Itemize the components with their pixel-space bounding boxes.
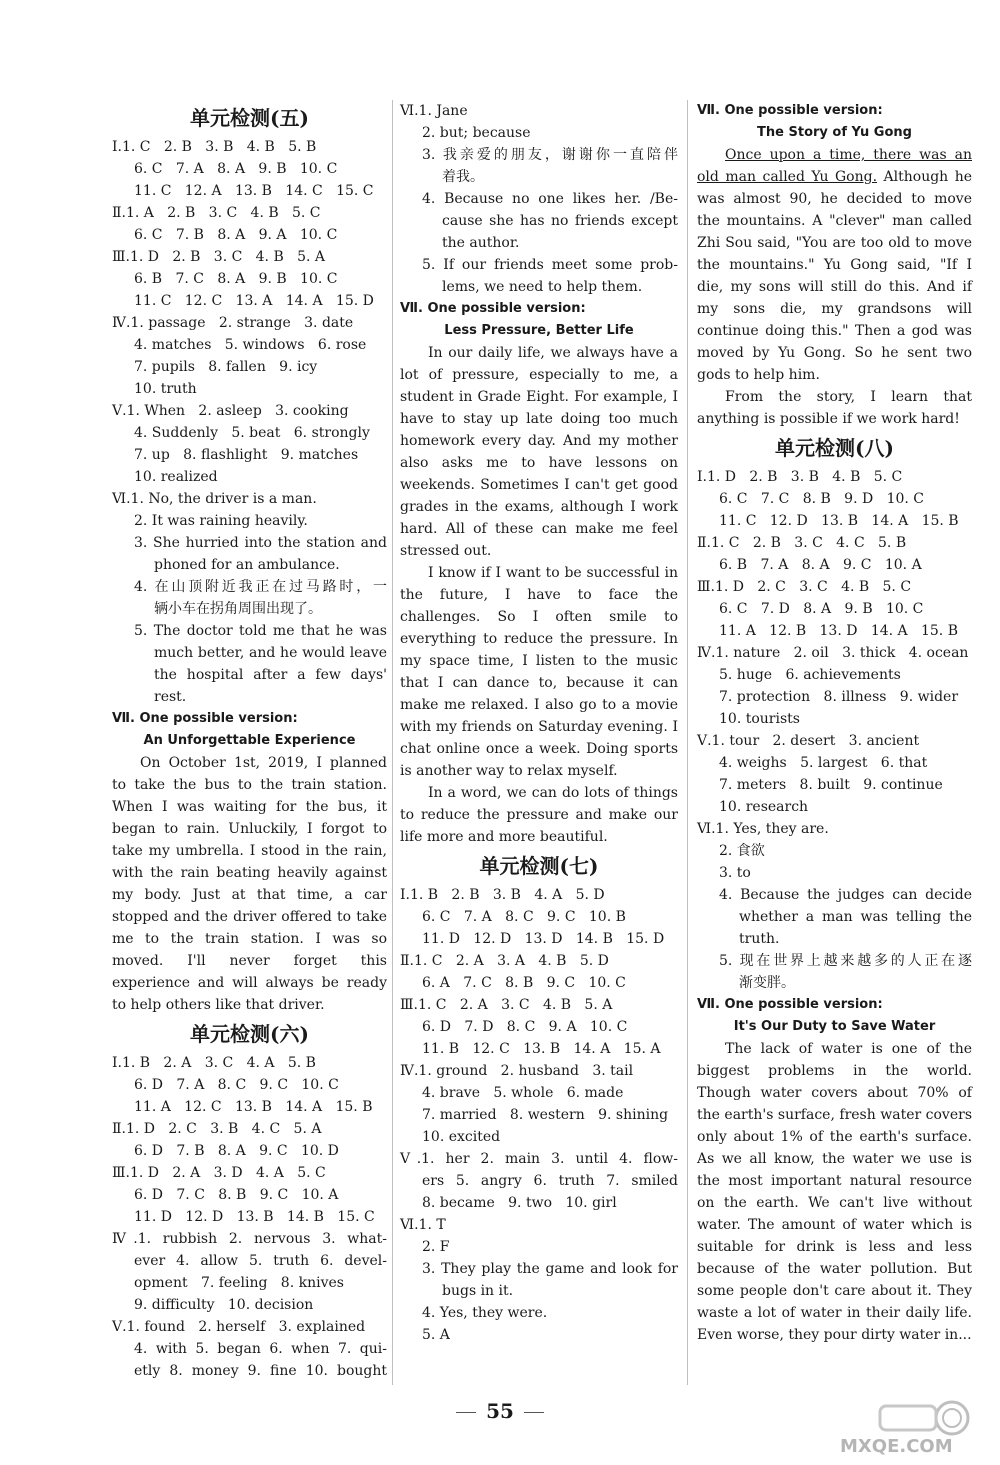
answer-line: Ⅲ.1. D 2. A 3. D 4. A 5. C xyxy=(112,1165,326,1181)
answer-line: bugs in it. xyxy=(442,1283,514,1299)
writing-task-heading: Ⅶ. One possible version: xyxy=(112,711,298,726)
answer-line: 4. Because the judges can decide xyxy=(719,887,972,903)
answer-line: Ⅳ.1. nature 2. oil 3. thick 4. ocean xyxy=(697,645,969,661)
answer-line: Ⅵ.1. No, the driver is a man. xyxy=(112,491,317,507)
answer-line: Ⅵ.1. T xyxy=(400,1217,446,1233)
answer-line: rest. xyxy=(154,689,187,705)
answer-line: 4. weighs 5. largest 6. that xyxy=(719,755,928,771)
page-number-dash-left xyxy=(456,1412,476,1413)
answer-line: ever 4. allow 5. truth 6. devel- xyxy=(134,1253,387,1269)
answer-line: 11. C 12. D 13. B 14. A 15. B xyxy=(719,513,959,529)
column-divider-left xyxy=(392,100,393,1385)
answer-line: 5. The doctor told me that he was xyxy=(134,623,387,639)
answer-line: 3. They play the game and look for xyxy=(422,1261,678,1277)
essay-paragraph xyxy=(697,144,972,386)
answer-line: Ⅰ.1. B 2. B 3. B 4. A 5. D xyxy=(400,887,605,903)
answer-line: 11. D 12. D 13. D 14. B 15. D xyxy=(422,931,665,947)
paragraph-text: In our daily life, we always have a lot of pressure, especially to me, a student in Grade Eight. For example, I have to stay up late doing too much homework every day. And my mother also asks me to have lessons on weekends. Sometimes I can't get good grades in the exams, although I work hard. All of these can make me feel stressed out. xyxy=(400,345,678,559)
answer-line: 7. meters 8. built 9. continue xyxy=(719,777,943,793)
answer-line: 10. truth xyxy=(134,381,197,397)
answer-line: 4. brave 5. whole 6. made xyxy=(422,1085,624,1101)
writing-task-heading: Ⅶ. One possible version: xyxy=(400,301,586,316)
answer-line: 5. A xyxy=(422,1327,450,1343)
answer-line: 渐变胖。 xyxy=(739,975,795,991)
answer-line: 8. became 9. two 10. girl xyxy=(422,1195,617,1211)
section-title: 单元检测(八) xyxy=(775,436,894,460)
answer-line: Ⅰ.1. B 2. A 3. C 4. A 5. B xyxy=(112,1055,316,1071)
answer-line: 4. with 5. began 6. when 7. qui- xyxy=(134,1341,387,1357)
paragraph-text: On October 1st, 2019, I planned to take the bus to the train station. When I was waiting for the bus, it began to rain. Unluckily, I forgot to take my umbrella. I stood in the rain, with the rain beating heavily against my body. Just at that time, a car stopped and the driver offered to take me to the train station. I was so moved. I'll never forget this experience and will always be ready to help others like that driver. xyxy=(112,755,387,1013)
paragraph-text: I know if I want to be successful in the future, I have to face the challenges. So I often smile to everything to reduce the pressure. In my space time, I listen to the music that I can dance to, because it can make me relaxed. I also go to a movie with my friends on Saturday evening. I chat online once a week. Doing sports is another way to relax myself. xyxy=(400,565,678,779)
answer-line: 6. B 7. A 8. A 9. C 10. A xyxy=(719,557,922,573)
essay-paragraph xyxy=(400,782,678,848)
essay-paragraph xyxy=(400,562,678,782)
answer-line: Ⅴ.1. found 2. herself 3. explained xyxy=(112,1319,366,1335)
answer-line: 2. 食欲 xyxy=(719,843,765,859)
answer-line: Ⅲ.1. C 2. A 3. C 4. B 5. A xyxy=(400,997,613,1013)
essay-paragraph xyxy=(697,386,972,430)
answer-line: 3. to xyxy=(719,865,751,881)
section-title: 单元检测(六) xyxy=(190,1022,309,1046)
answer-line: 10. tourists xyxy=(719,711,800,727)
answer-line: cause she has no friends except xyxy=(442,213,678,229)
section-title: 单元检测(五) xyxy=(190,106,309,130)
answer-line: 4. matches 5. windows 6. rose xyxy=(134,337,367,353)
answer-line: 4. Yes, they were. xyxy=(422,1305,548,1321)
answer-line: Ⅱ.1. C 2. A 3. A 4. B 5. D xyxy=(400,953,609,969)
answer-line: Ⅰ.1. D 2. B 3. B 4. B 5. C xyxy=(697,469,903,485)
answer-line: Ⅳ.1. passage 2. strange 3. date xyxy=(112,315,354,331)
answer-column-left xyxy=(112,100,387,1382)
answer-line: 6. A 7. C 8. B 9. C 10. C xyxy=(422,975,626,991)
answer-line: 6. C 7. C 8. B 9. D 10. C xyxy=(719,491,924,507)
answer-line: 着我。 xyxy=(442,169,484,185)
answer-line: Ⅴ.1. her 2. main 3. until 4. flow- xyxy=(400,1151,678,1167)
underlined-phrase: Once upon a time, there was an old man called Yu Gong. xyxy=(697,147,972,185)
watermark-text: MXQE.COM xyxy=(840,1436,953,1457)
answer-line: Ⅰ.1. C 2. B 3. B 4. B 5. B xyxy=(112,139,317,155)
answer-line: 辆小车在拐角周围出现了。 xyxy=(154,601,322,617)
answer-line: Ⅵ.1. Yes, they are. xyxy=(697,821,829,837)
answer-line: 6. D 7. D 8. C 9. A 10. C xyxy=(422,1019,628,1035)
essay-title: It's Our Duty to Save Water xyxy=(733,1019,936,1034)
answer-line: 2. It was raining heavily. xyxy=(134,513,308,529)
answer-line: truth. xyxy=(739,931,780,947)
paragraph-text: From the story, I learn that anything is possible if we work hard! xyxy=(697,389,972,427)
answer-line: 7. pupils 8. fallen 9. icy xyxy=(134,359,318,375)
writing-task-heading: Ⅶ. One possible version: xyxy=(697,103,883,118)
essay-title: Less Pressure, Better Life xyxy=(444,323,634,338)
answer-line: 3. She hurried into the station and xyxy=(134,535,387,551)
answer-line: 6. C 7. D 8. A 9. B 10. C xyxy=(719,601,924,617)
answer-line: much better, and he would leave xyxy=(154,645,387,661)
answer-line: 5. huge 6. achievements xyxy=(719,667,901,683)
answer-line: 7. married 8. western 9. shining xyxy=(422,1107,669,1123)
paragraph-text: The lack of water is one of the biggest problems in the world. Though water covers about 70% of the earth's surface, fresh water covers only about 1% of the earth's surface. As we all know, the water we use is the most important natural resource on the earth. We can't live without water. The amount of water which is suitable for drink is less and less because of the water pollution. But some people don't care about it. They waste a lot of water in their daily life. Even worse, they pour dirty water in... xyxy=(697,1041,972,1343)
answer-line: 11. B 12. C 13. B 14. A 15. A xyxy=(422,1041,661,1057)
page-number-dash-right xyxy=(524,1412,544,1413)
answer-line: 11. C 12. A 13. B 14. C 15. C xyxy=(134,183,374,199)
paragraph-text: In a word, we can do lots of things to reduce the pressure and make our life more and more beautiful. xyxy=(400,785,678,845)
answer-line: Ⅴ.1. When 2. asleep 3. cooking xyxy=(112,403,349,419)
answer-line: Ⅲ.1. D 2. C 3. C 4. B 5. C xyxy=(697,579,912,595)
answer-line: 11. C 12. C 13. A 14. A 15. D xyxy=(134,293,374,309)
answer-line: Ⅲ.1. D 2. B 3. C 4. B 5. A xyxy=(112,249,326,265)
essay-title: An Unforgettable Experience xyxy=(143,733,356,748)
answer-line: the author. xyxy=(442,235,520,251)
answer-line: 4. Because no one likes her. /Be- xyxy=(422,191,678,207)
answer-line: 10. research xyxy=(719,799,809,815)
answer-line: 3. 我亲爱的朋友，谢谢你一直陪伴 xyxy=(422,147,678,163)
essay-paragraph xyxy=(400,342,678,562)
answer-line: ers 5. angry 6. truth 7. smiled xyxy=(422,1173,678,1189)
answer-line: etly 8. money 9. fine 10. bought xyxy=(134,1363,387,1379)
answer-line: Ⅴ.1. tour 2. desert 3. ancient xyxy=(697,733,920,749)
answer-line: lems, we need to help them. xyxy=(442,279,643,295)
answer-line: 2. but; because xyxy=(422,125,531,141)
answer-line: 7. protection 8. illness 9. wider xyxy=(719,689,959,705)
answer-line: whether a man was telling the xyxy=(739,909,972,925)
column-divider-right xyxy=(687,100,688,1385)
answer-line: 5. If our friends meet some prob- xyxy=(422,257,678,273)
answer-column-middle xyxy=(400,100,678,1346)
paragraph-text: Although he was almost 90, he decided to move the mountains. A "clever" man called Zhi Sou said, "You are too old to move the mountains." Yu Gong said, "If I die, my sons will still do this. And if my sons die, my grandsons will continue doing this." Then a god was moved by Yu Gong. So he sent two gods to help him. xyxy=(697,169,973,383)
answer-line: Ⅵ.1. Jane xyxy=(400,103,468,119)
answer-line: the hospital after a few days' xyxy=(154,667,387,683)
answer-line: Ⅳ.1. ground 2. husband 3. tail xyxy=(400,1063,634,1079)
answer-line: 4. Suddenly 5. beat 6. strongly xyxy=(134,425,370,441)
answer-line: 6. C 7. A 8. C 9. C 10. B xyxy=(422,909,626,925)
answer-line: Ⅱ.1. A 2. B 3. C 4. B 5. C xyxy=(112,205,321,221)
essay-title: The Story of Yu Gong xyxy=(757,125,912,140)
answer-line: Ⅱ.1. D 2. C 3. B 4. C 5. A xyxy=(112,1121,322,1137)
answer-line: Ⅱ.1. C 2. B 3. C 4. C 5. B xyxy=(697,535,907,551)
watermark-logo xyxy=(840,1400,980,1458)
essay-paragraph xyxy=(697,1038,972,1346)
answer-line: 11. D 12. D 13. B 14. B 15. C xyxy=(134,1209,375,1225)
answer-line: 2. F xyxy=(422,1239,450,1255)
answer-line: 11. A 12. C 13. B 14. A 15. B xyxy=(134,1099,373,1115)
answer-line: 10. realized xyxy=(134,469,218,485)
answer-line: 6. C 7. B 8. A 9. A 10. C xyxy=(134,227,338,243)
answer-line: 5. 现在世界上越来越多的人正在逐 xyxy=(719,953,972,969)
answer-line: opment 7. feeling 8. knives xyxy=(134,1275,344,1291)
answer-line: 4. 在山顶附近我正在过马路时，一 xyxy=(134,579,387,595)
answer-column-right xyxy=(697,100,972,1346)
answer-line: 9. difficulty 10. decision xyxy=(134,1297,314,1313)
answer-line: Ⅳ.1. rubbish 2. nervous 3. what- xyxy=(112,1231,387,1247)
writing-task-heading: Ⅶ. One possible version: xyxy=(697,997,883,1012)
answer-line: 11. A 12. B 13. D 14. A 15. B xyxy=(719,623,958,639)
answer-line: 6. D 7. B 8. A 9. C 10. D xyxy=(134,1143,339,1159)
section-title: 单元检测(七) xyxy=(479,854,599,878)
answer-line: 6. C 7. A 8. A 9. B 10. C xyxy=(134,161,338,177)
answer-line: 10. excited xyxy=(422,1129,501,1145)
answer-line: phoned for an ambulance. xyxy=(154,557,340,573)
answer-line: 7. up 8. flashlight 9. matches xyxy=(134,447,359,463)
answer-line: 6. D 7. C 8. B 9. C 10. A xyxy=(134,1187,339,1203)
answer-line: 6. B 7. C 8. A 9. B 10. C xyxy=(134,271,338,287)
answer-line: 6. D 7. A 8. C 9. C 10. C xyxy=(134,1077,339,1093)
essay-paragraph xyxy=(112,752,387,1016)
page-number-text: 55 xyxy=(486,1399,514,1423)
watermark-stamp-icon xyxy=(840,1400,980,1440)
